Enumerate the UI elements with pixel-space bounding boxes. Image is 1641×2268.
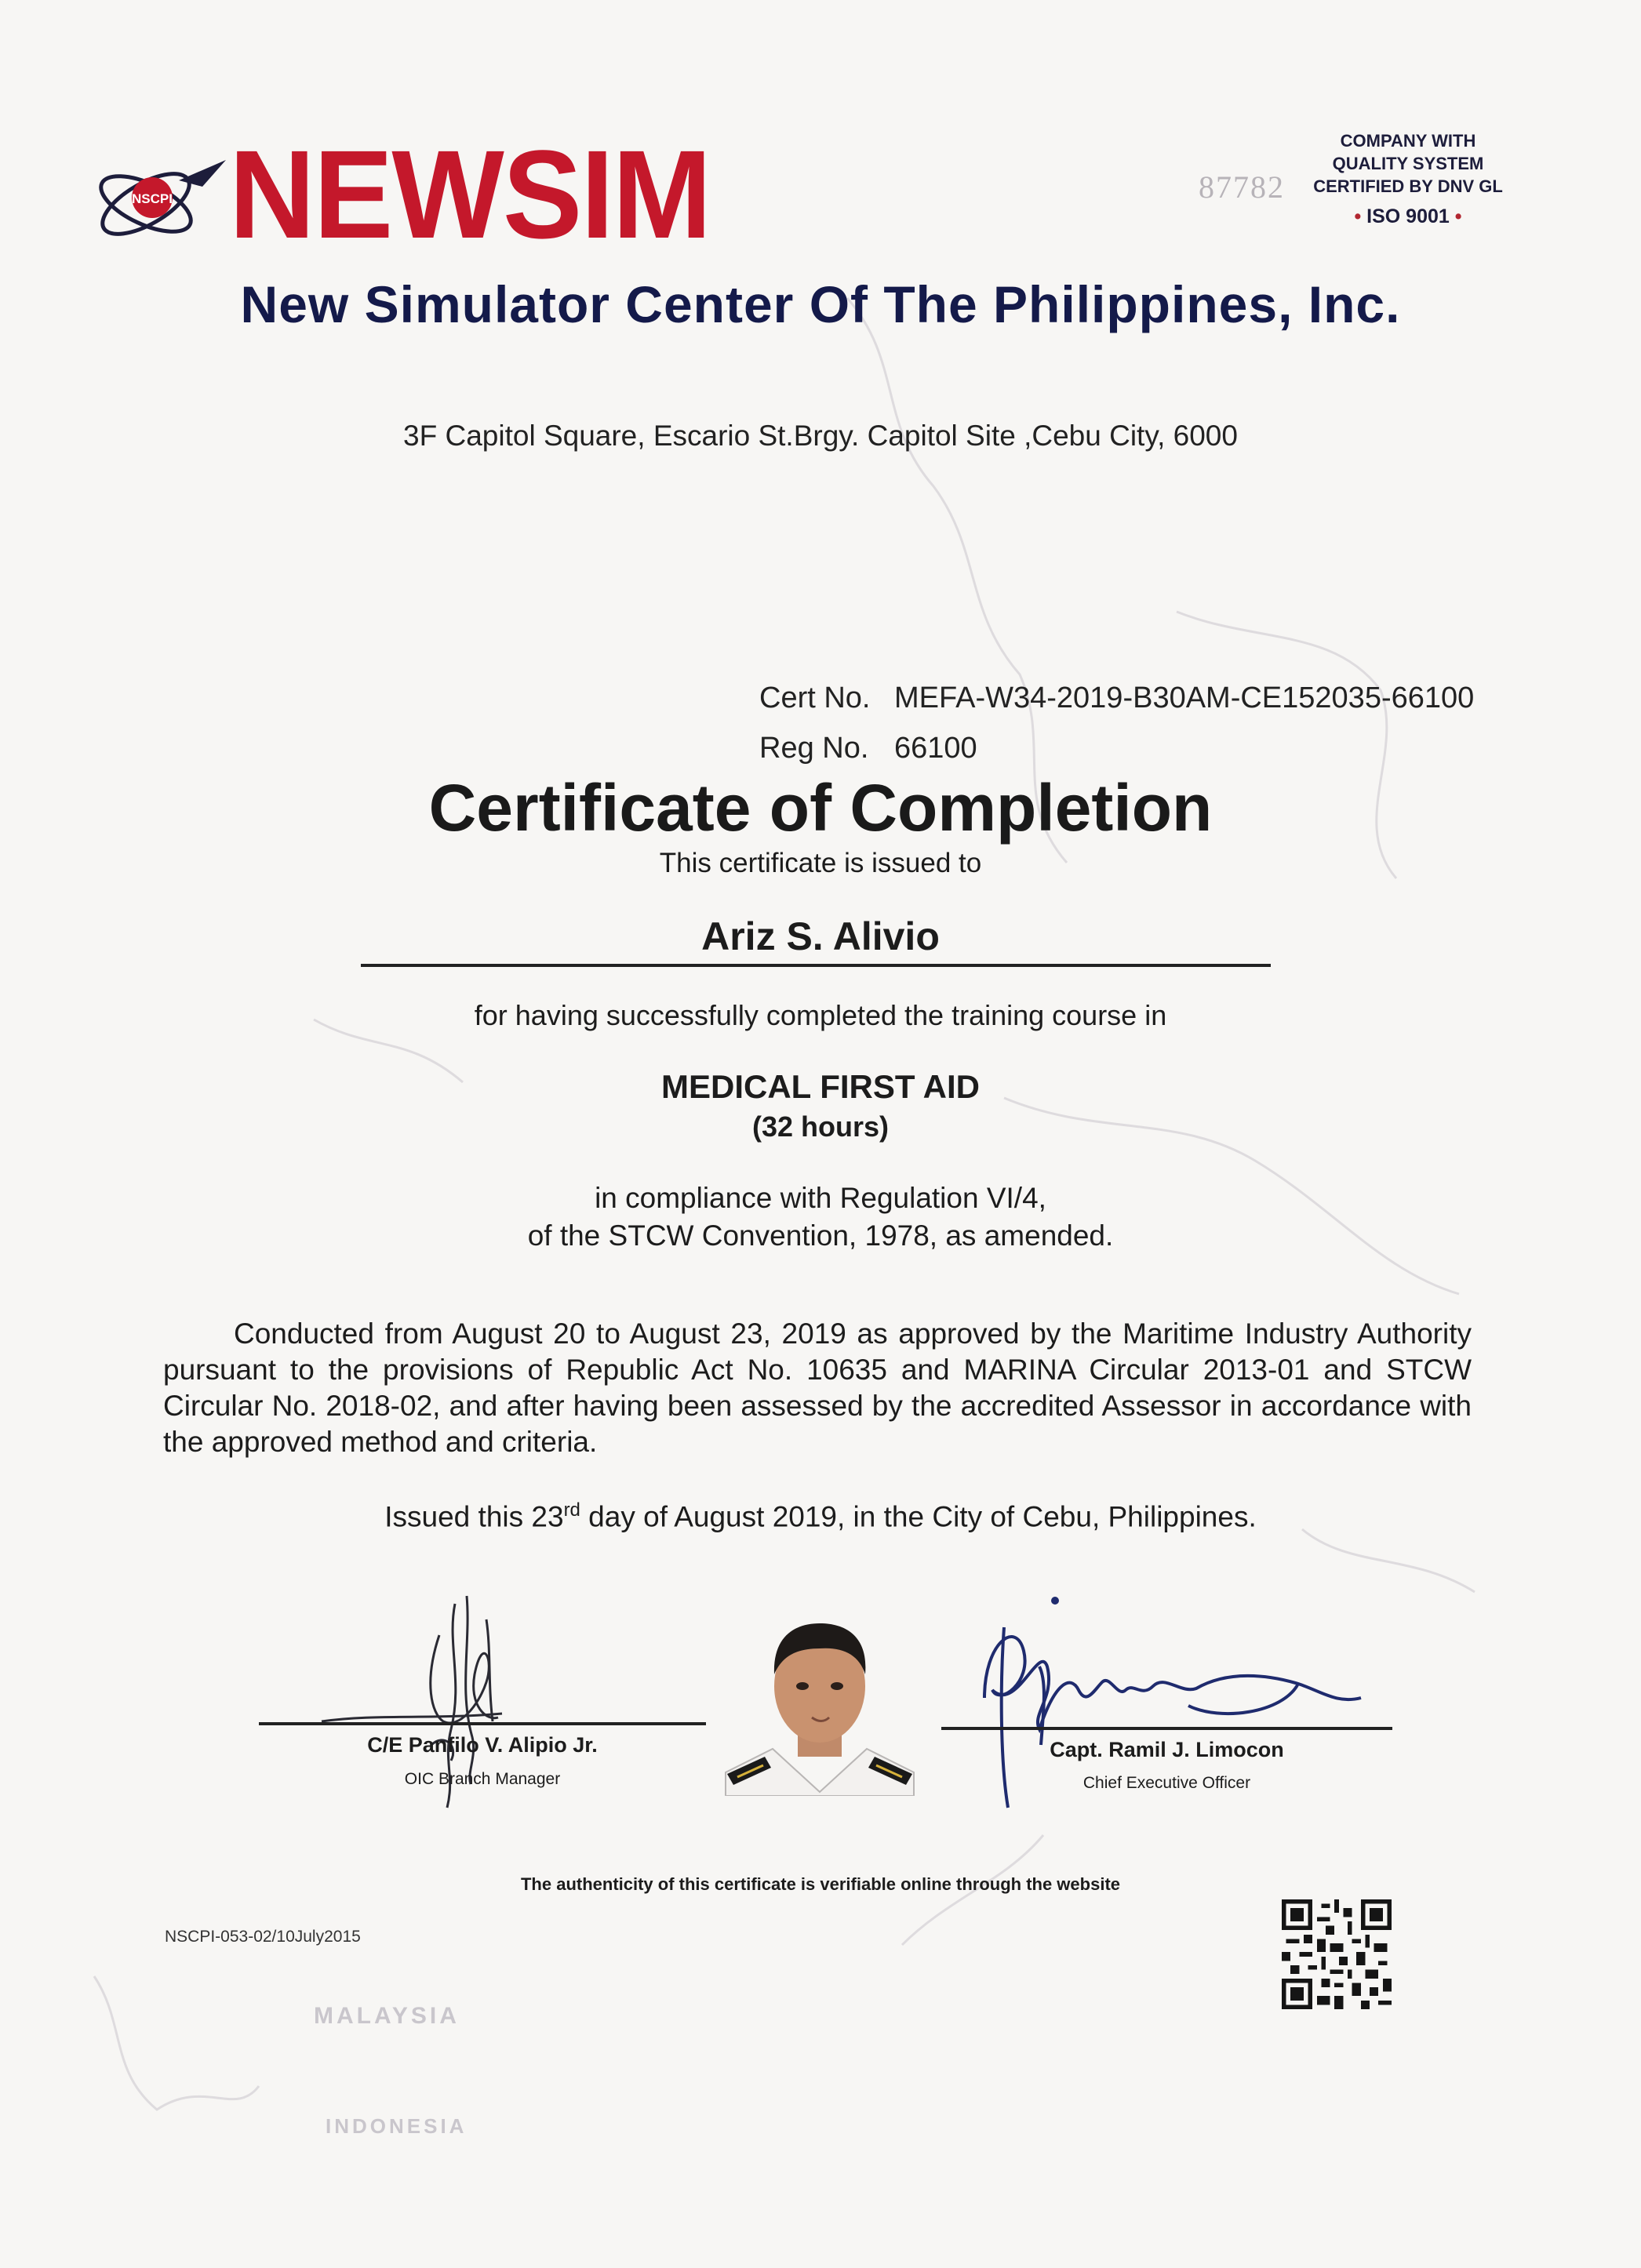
course-hours: (32 hours) — [751, 1110, 890, 1143]
issued-date-line — [0, 1499, 1641, 1533]
left-signatory-title: OIC Branch Manager — [404, 1770, 561, 1788]
issued-ordinal: rd — [563, 1499, 580, 1521]
quality-line-3: CERTIFIED BY DNV GL — [1313, 176, 1503, 196]
watermark-label-indonesia: INDONESIA — [326, 2114, 468, 2138]
reg-no-label: Reg No. — [759, 732, 869, 765]
quality-line-1: COMPANY WITH — [1340, 131, 1476, 151]
iso-label: • ISO 9001 • — [1354, 205, 1462, 227]
issued-to-text: This certificate is issued to — [659, 848, 982, 878]
brand-logo-text: NEWSIM — [229, 124, 711, 264]
watermark-label-malaysia: MALAYSIA — [314, 2003, 460, 2029]
left-signature-line — [259, 1722, 706, 1725]
verification-notice: The authenticity of this certificate is verifiable online through the website — [520, 1874, 1121, 1894]
reg-no-value: 66100 — [894, 732, 977, 765]
issued-suffix: day of August 2019, in the City of Cebu, Philippines. — [580, 1500, 1257, 1533]
completion-statement: for having successfully completed the training course in — [474, 999, 1167, 1031]
right-signatory-name: Capt. Ramil J. Limocon — [1050, 1738, 1284, 1761]
reg-no-row — [759, 723, 1474, 773]
certificate-title: Certificate of Completion — [428, 771, 1213, 845]
quality-certification-badge — [1286, 129, 1530, 228]
recipient-underline — [361, 964, 1271, 967]
course-name: MEDICAL FIRST AID — [661, 1068, 980, 1105]
compliance-line-1: in compliance with Regulation VI/4, — [595, 1182, 1046, 1214]
cert-no-value: MEFA-W34-2019-B30AM-CE152035-66100 — [894, 681, 1475, 714]
form-code: NSCPI-053-02/10July2015 — [165, 1928, 361, 1946]
logo-emblem-text: NSCPI — [132, 191, 173, 206]
right-signatory-title: Chief Executive Officer — [1082, 1774, 1251, 1792]
recipient-photo — [710, 1600, 930, 1796]
conducted-paragraph: Conducted from August 20 to August 23, 2019 as approved by the Maritime Industry Authority pursuant to the provisions of Republic Act No. 10635 and MARINA Circular 2013-01 and STCW Circular No. 2018-02, and after having been assessed by the accredited Assessor in accordance with the approved method and criteria. — [163, 1318, 1472, 1458]
certificate-numbers — [759, 673, 1474, 773]
qr-code-icon[interactable] — [1282, 1899, 1392, 2009]
company-name: New Simulator Center Of The Philippines, Inc. — [240, 275, 1401, 333]
compliance-statement — [0, 1179, 1641, 1255]
quality-line-2: QUALITY SYSTEM — [1332, 154, 1484, 173]
right-signature-line — [941, 1727, 1392, 1730]
left-signatory-name: C/E Panfilo V. Alipio Jr. — [367, 1733, 598, 1757]
cert-no-label: Cert No. — [759, 681, 871, 714]
compliance-line-2: of the STCW Convention, 1978, as amended. — [527, 1219, 1114, 1252]
globe-orbit-logo-icon — [85, 149, 234, 251]
company-address: 3F Capitol Square, Escario St.Brgy. Capitol Site ,Cebu City, 6000 — [403, 420, 1238, 452]
cert-no-row — [759, 673, 1474, 723]
issued-prefix: Issued this 23 — [384, 1500, 564, 1533]
recipient-name: Ariz S. Alivio — [701, 914, 940, 958]
iso-text: ISO 9001 — [1366, 205, 1450, 227]
serial-number-stamp: 87782 — [1199, 169, 1285, 205]
